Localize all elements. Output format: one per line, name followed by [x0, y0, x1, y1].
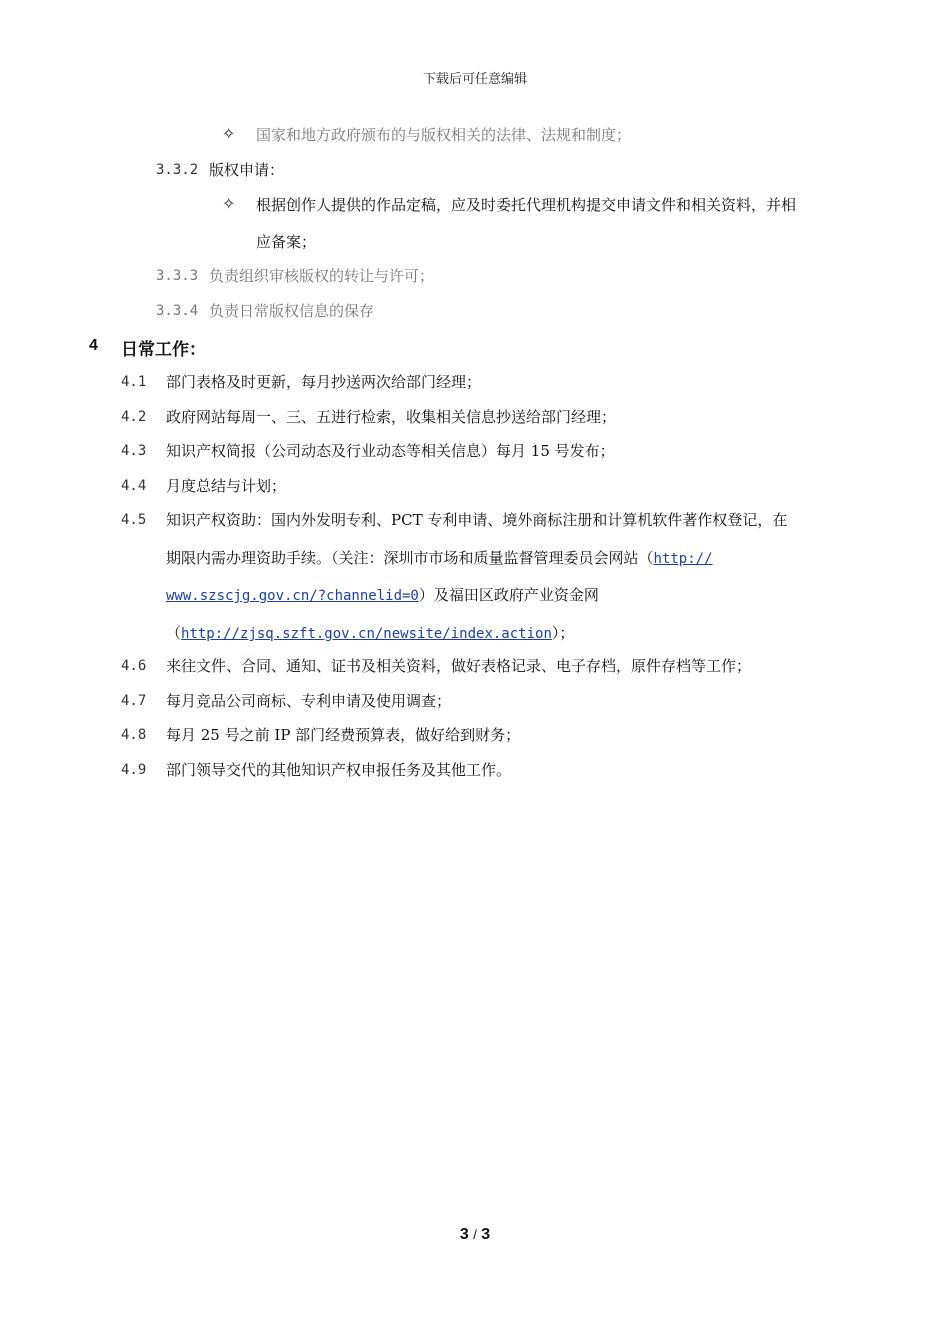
item-number: 4.6 [121, 658, 147, 674]
page-number [0, 1226, 950, 1244]
futian-fund-link[interactable]: http://zjsq.szft.gov.cn/newsite/index.action [181, 626, 552, 642]
diamond-bullet-icon: ✧ [222, 124, 236, 143]
list-item-cont [166, 548, 713, 569]
section-title: 日常工作： [121, 340, 206, 360]
list-item: 政府网站每周一、三、五进行检索，收集相关信息抄送给部门经理； [166, 408, 617, 426]
item-number: 4.5 [121, 512, 147, 528]
diamond-bullet-icon: ✧ [222, 194, 236, 213]
list-item: 来往文件、合同、通知、证书及相关资料，做好表格记录、电子存档，原件存档等工作； [166, 657, 752, 675]
open-paren: （ [166, 624, 182, 642]
subsection-text: 负责组织审核版权的转让与许可； [209, 267, 435, 285]
list-item: 每月 25 号之前 IP 部门经费预算表，做好给到财务； [166, 726, 521, 744]
subsection-number: 3.3.4 [156, 303, 199, 319]
subsection-number: 3.3.3 [156, 268, 199, 284]
bullet-item-laws: 国家和地方政府颁布的与版权相关的法律、法规和制度； [256, 126, 632, 144]
subsection-number: 3.3.2 [156, 162, 199, 178]
list-item: 部门表格及时更新，每月抄送两次给部门经理； [166, 373, 482, 391]
subsection-title: 版权申请： [209, 161, 285, 179]
list-item: 部门领导交代的其他知识产权申报任务及其他工作。 [166, 761, 512, 779]
total-pages: 3 [481, 1226, 491, 1243]
market-supervision-link[interactable]: http:// [653, 551, 713, 567]
bullet-item-application: 根据创作人提供的作品定稿，应及时委托代理机构提交申请文件和相关资料，并相 [256, 196, 797, 214]
list-item: 每月竞品公司商标、专利申请及使用调查； [166, 692, 452, 710]
list-item-cont-text: 期限内需办理资助手续。（关注：深圳市市场和质量监督管理委员会网站（ [166, 549, 654, 567]
close-paren: ）； [551, 624, 575, 642]
list-item: 知识产权简报（公司动态及行业动态等相关信息）每月 15 号发布； [166, 442, 615, 460]
item-number: 4.1 [121, 374, 147, 390]
item-number: 4.7 [121, 693, 147, 709]
item-number: 4.3 [121, 443, 147, 459]
item-number: 4.9 [121, 762, 147, 778]
list-item-cont [166, 623, 574, 644]
list-item: 知识产权资助：国内外发明专利、PCT 专利申请、境外商标注册和计算机软件著作权登记，在 [166, 511, 788, 529]
list-item-cont [166, 585, 599, 606]
current-page: 3 [459, 1226, 469, 1243]
list-item: 月度总结与计划； [166, 477, 287, 495]
item-number: 4.8 [121, 727, 147, 743]
bullet-item-application-cont: 应备案； [256, 233, 317, 251]
list-item-cont-text: ）及福田区政府产业资金网 [418, 586, 599, 604]
page-separator: / [473, 1227, 477, 1242]
market-supervision-link-cont[interactable]: www.szscjg.gov.cn/?channelid=0 [166, 588, 419, 604]
page-header: 下载后可任意编辑 [422, 72, 527, 87]
item-number: 4.2 [121, 409, 147, 425]
subsection-text: 负责日常版权信息的保存 [209, 302, 375, 320]
item-number: 4.4 [121, 478, 147, 494]
section-number: 4 [89, 337, 98, 354]
